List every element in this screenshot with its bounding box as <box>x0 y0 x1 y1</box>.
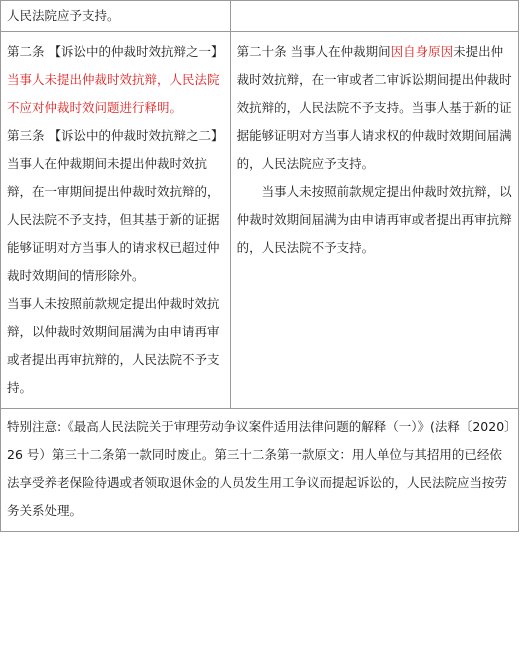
cell-top-right <box>230 1 518 32</box>
special-note-text: 特别注意:《最高人民法院关于审理劳动争议案件适用法律问题的解释（一）》(法释〔2020〕26 号）第三十二条第一款同时废止。第三十二条第一款原文：用人单位与其招用的已经依法享受养老保险待遇或者领取退休金的人员发生用工争议而提起诉讼的，人民法院应当按劳务关系处理。 <box>7 419 511 518</box>
article-20-prefix: 第二十条 当事人在仲裁期间 <box>236 44 391 59</box>
article-3-body-2: 当事人未按照前款规定提出仲裁时效抗辩，以仲裁时效期间届满为由申请再审或者提出再审抗辩的，人民法院不予支持。 <box>7 296 220 395</box>
cell-right-articles <box>230 32 518 409</box>
cell-special-note <box>1 409 519 532</box>
article-20-suffix: 未提出仲裁时效抗辩，在一审或者二审诉讼期间提出仲裁时效抗辩的，人民法院不予支持。当事人基于新的证据能够证明对方当事人请求权的仲裁时效期间届满的，人民法院应予支持。 <box>236 44 512 171</box>
article-20-highlight: 因自身原因 <box>390 44 454 59</box>
article-20-para-1 <box>237 38 512 178</box>
article-3-heading: 第三条 【诉讼中的仲裁时效抗辩之二】 <box>7 128 224 143</box>
top-left-text: 人民法院应予支持。 <box>7 8 120 23</box>
cell-top-left <box>1 1 231 32</box>
table-row-note <box>1 409 519 532</box>
cell-left-articles <box>1 32 231 409</box>
article-20-para-2: 当事人未按照前款规定提出仲裁时效抗辩，以仲裁时效期间届满为由申请再审或者提出再审抗辩的，人民法院不予支持。 <box>236 184 512 255</box>
table-row-top <box>1 1 519 32</box>
article-3-body: 当事人在仲裁期间未提出仲裁时效抗辩，在一审期间提出仲裁时效抗辩的，人民法院不予支持，但其基于新的证据能够证明对方当事人的请求权已超过仲裁时效期间的情形除外。 <box>7 156 220 283</box>
article-2-heading: 第二条 【诉讼中的仲裁时效抗辩之一】 <box>7 44 224 59</box>
article-2-red-text: 当事人未提出仲裁时效抗辩，人民法院不应对仲裁时效问题进行释明。 <box>7 72 220 115</box>
table-row-main <box>1 32 519 409</box>
